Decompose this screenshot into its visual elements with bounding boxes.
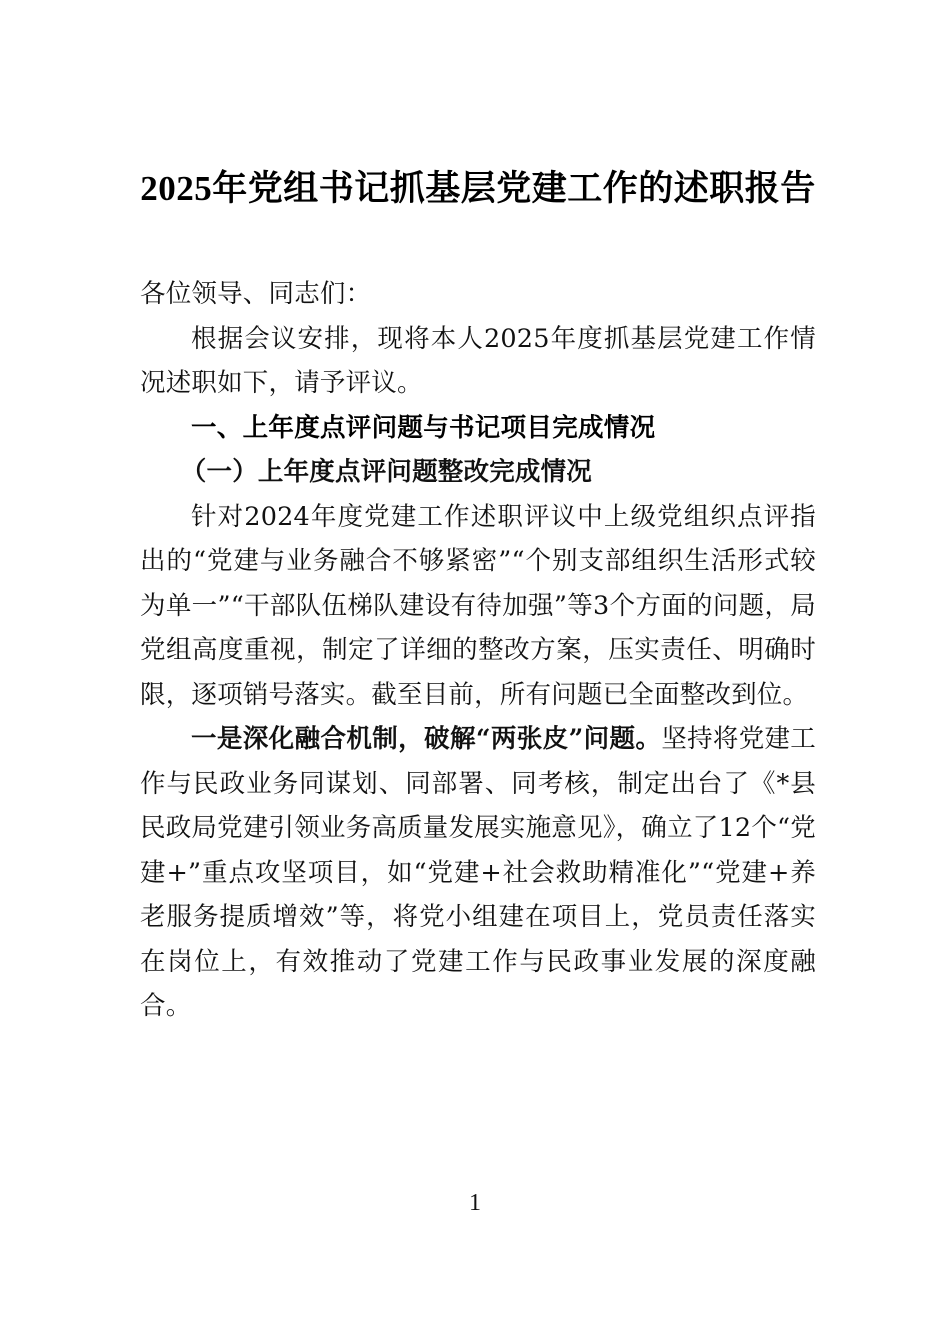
section-heading-level-1: 一、上年度点评问题与书记项目完成情况: [191, 413, 656, 442]
section-heading-level-2: （一）上年度点评问题整改完成情况: [180, 457, 592, 487]
page-number-footer: 1: [469, 1190, 481, 1216]
body-paragraph-2: [140, 717, 816, 1029]
document-content-column: [140, 0, 816, 1029]
salutation-line: 各位领导、同志们：: [140, 279, 372, 309]
body-paragraph-2-text: 坚持将党建工作与民政业务同谋划、同部署、同考核，制定出台了《*县民政局党建引领业务高质量发展实施意见》，确立了12个“党建+”重点攻坚项目，如“党建+社会救助精准化”“党建+养老服务提质增效”等，将党小组建在项目上，党员责任落实在岗位上，有效推动了党建工作与民政事业发展的深度融合。: [140, 724, 816, 1021]
body-paragraph-1: 针对2024年度党建工作述职评议中上级党组织点评指出的“党建与业务融合不够紧密”“个别支部组织生活形式较为单一”“干部队伍梯队建设有待加强”等3个方面的问题，局党组高度重视，制定了详细的整改方案，压实责任、明确时限，逐项销号落实。截至目前，所有问题已全面整改到位。: [140, 501, 816, 710]
title-body-spacer: [140, 220, 816, 272]
opening-paragraph: 根据会议安排，现将本人2025年度抓基层党建工作情况述职如下，请予评议。: [140, 323, 816, 398]
page-title: 2025年党组书记抓基层党建工作的述职报告: [140, 169, 816, 208]
body-paragraph-2-bold-lead: 一是深化融合机制，破解“两张皮”问题。: [191, 724, 662, 754]
